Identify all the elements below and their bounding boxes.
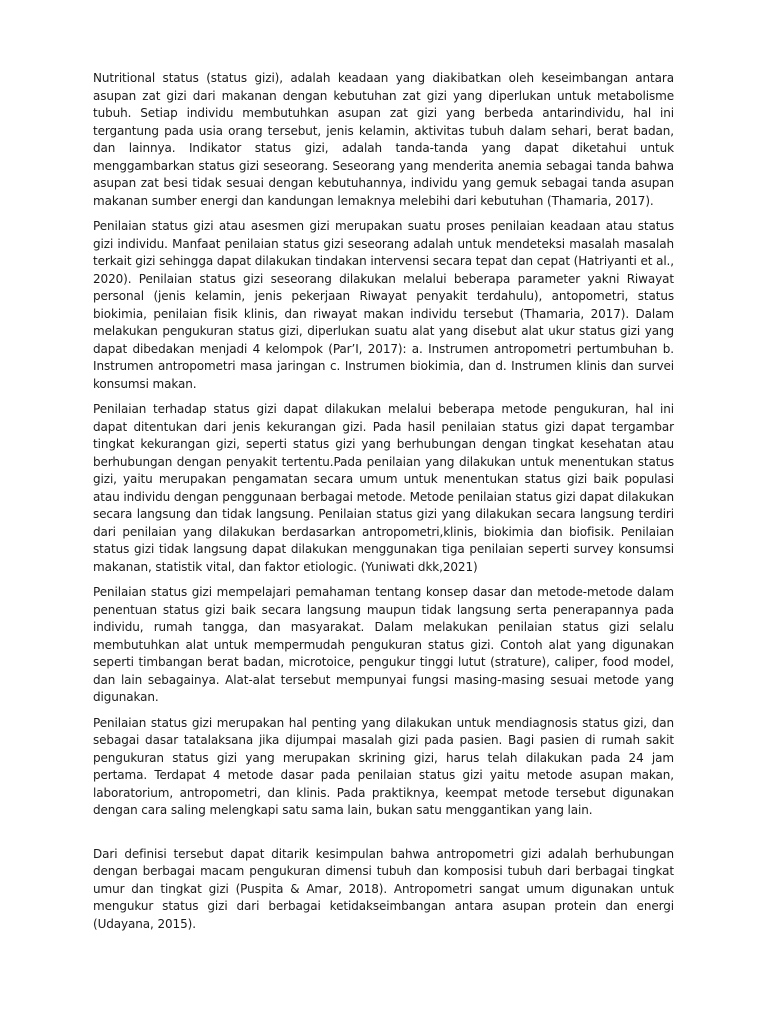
- paragraph-kesimpulan-antropometri: Dari definisi tersebut dapat ditarik kesimpulan bahwa antropometri gizi adalah berhubungan dengan berbagai macam pengukuran dimensi tubuh dan komposisi tubuh dari berbagai tingkat umur dan tingkat gizi (Puspita & Amar, 2018). Antropometri sangat umum digunakan untuk mengukur status gizi dari berbagai ketidakseimbangan antara asupan protein dan energi (Udayana, 2015).: [93, 846, 674, 931]
- document-page: [93, 70, 674, 941]
- paragraph-penilaian-status-gizi: Penilaian status gizi atau asesmen gizi merupakan suatu proses penilaian keadaan atau status gizi individu. Manfaat penilaian status gizi seseorang adalah untuk mendeteksi masalah masalah terkait gizi sehingga dapat dilakukan tindakan intervensi secara tepat dan cepat (Hatriyanti et al., 2020). Penilaian status gizi seseorang dilakukan melalui beberapa parameter yakni Riwayat personal (jenis kelamin, jenis pekerjaan Riwayat penyakit terdahulu), antopometri, status biokimia, penilaian fisik klinis, dan riwayat makan individu tersebut (Thamaria, 2017). Dalam melakukan pengukuran status gizi, diperlukan suatu alat yang disebut alat ukur status gizi yang dapat dibedakan menjadi 4 kelompok (Par’I, 2017): a. Instrumen antropometri pertumbuhan b. Instrumen antropometri masa jaringan c. Instrumen biokimia, dan d. Instrumen klinis dan survei konsumsi makan.: [93, 219, 674, 391]
- paragraph-metode-pengukuran: Penilaian terhadap status gizi dapat dilakukan melalui beberapa metode pengukuran, hal ini dapat ditentukan dari jenis kekurangan gizi. Pada hasil penilaian status gizi dapat tergambar tingkat kekurangan gizi, seperti status gizi yang berhubungan dengan tingkat kesehatan atau berhubungan dengan penyakit tertentu.Pada penilaian yang dilakukan untuk menentukan status gizi, yaitu merupakan pengamatan secara umum untuk menentukan status gizi baik populasi atau individu dengan penggunaan berbagai metode. Metode penilaian status gizi dapat dilakukan secara langsung dan tidak langsung. Penilaian status gizi yang dilakukan secara langsung terdiri dari penilaian yang dilakukan berdasarkan antropometri,klinis, biokimia dan biofisik. Penilaian status gizi tidak langsung dapat dilakukan menggunakan tiga penilaian seperti survey konsumsi makanan, statistik vital, dan faktor etiologic. (Yuniwati dkk,2021): [93, 402, 674, 574]
- paragraph-konsep-dasar: Penilaian status gizi mempelajari pemahaman tentang konsep dasar dan metode-metode dalam penentuan status gizi baik secara langsung maupun tidak langsung serta penerapannya pada individu, rumah tangga, dan masyarakat. Dalam melakukan penilaian status gizi selalu membutuhkan alat untuk mempermudah pengukuran status gizi. Contoh alat yang digunakan seperti timbangan berat badan, microtoice, pengukur tinggi lutut (strature), caliper, food model, dan lain sebagainya. Alat-alat tersebut mempunyai fungsi masing-masing sesuai metode yang digunakan.: [93, 585, 674, 704]
- paragraph-diagnosis-status-gizi: Penilaian status gizi merupakan hal penting yang dilakukan untuk mendiagnosis status gizi, dan sebagai dasar tatalaksana jika dijumpai masalah gizi pada pasien. Bagi pasien di rumah sakit pengukuran status gizi yang merupakan skrining gizi, harus telah dilakukan pada 24 jam pertama. Terdapat 4 metode dasar pada penilaian status gizi yaitu metode asupan makan, laboratorium, antropometri, dan klinis. Pada praktiknya, keempat metode tersebut digunakan dengan cara saling melengkapi satu sama lain, bukan satu menggantikan yang lain.: [93, 715, 674, 817]
- paragraph-nutritional-status: Nutritional status (status gizi), adalah keadaan yang diakibatkan oleh keseimbangan antara asupan zat gizi dari makanan dengan kebutuhan zat gizi yang diperlukan untuk metabolisme tubuh. Setiap individu membutuhkan asupan zat gizi yang berbeda antarindividu, hal ini tergantung pada usia orang tersebut, jenis kelamin, aktivitas tubuh dalam sehari, berat badan, dan lainnya. Indikator status gizi, adalah tanda-tanda yang dapat diketahui untuk menggambarkan status gizi seseorang. Seseorang yang menderita anemia sebagai tanda bahwa asupan zat besi tidak sesuai dengan kebutuhannya, individu yang gemuk sebagai tanda asupan makanan sumber energi dan kandungan lemaknya melebihi dari kebutuhan (Thamaria, 2017).: [93, 71, 674, 208]
